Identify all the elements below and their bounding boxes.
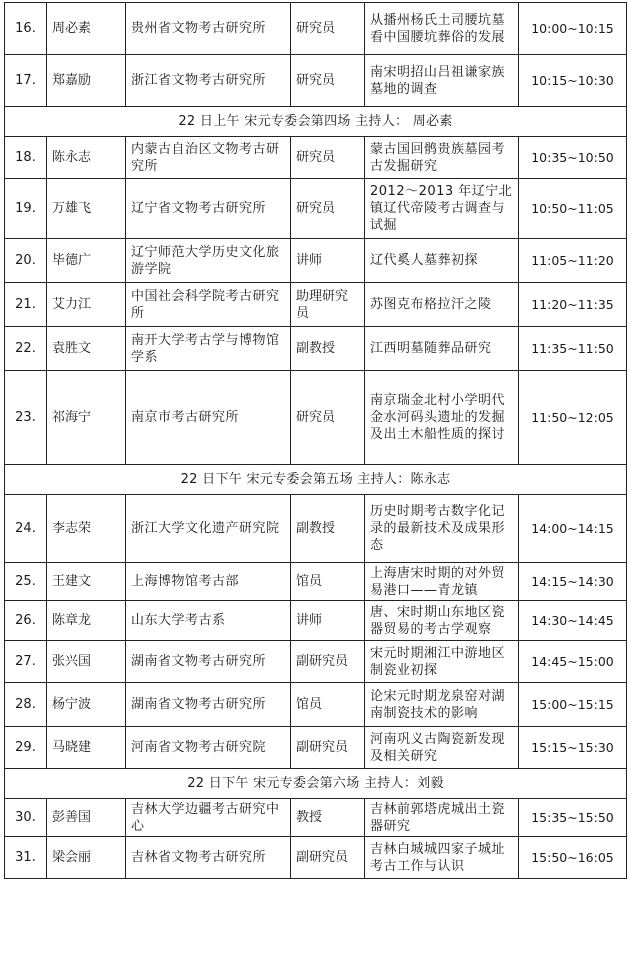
speaker-number: 23. [5, 371, 47, 465]
talk-topic: 上海唐宋时期的对外贸易港口——青龙镇 [365, 563, 519, 601]
speaker-name: 祁海宁 [47, 371, 126, 465]
speaker-number: 20. [5, 239, 47, 283]
speaker-title: 副研究员 [291, 727, 365, 769]
talk-topic: 吉林白城城四家子城址考古工作与认识 [365, 837, 519, 879]
speaker-number: 25. [5, 563, 47, 601]
talk-topic: 苏图克布格拉汗之陵 [365, 283, 519, 327]
speaker-row [5, 327, 627, 371]
talk-topic: 南京瑞金北村小学明代金水河码头遗址的发掘及出土木船性质的探讨 [365, 371, 519, 465]
talk-topic: 论宋元时期龙泉窑对湖南制瓷技术的影响 [365, 683, 519, 727]
speaker-name: 张兴国 [47, 641, 126, 683]
speaker-number: 18. [5, 137, 47, 179]
speaker-name: 艾力江 [47, 283, 126, 327]
speaker-institution: 山东大学考古系 [126, 601, 291, 641]
talk-topic: 江西明墓随葬品研究 [365, 327, 519, 371]
speaker-name: 袁胜文 [47, 327, 126, 371]
speaker-name: 郑嘉励 [47, 55, 126, 107]
speaker-number: 19. [5, 179, 47, 239]
talk-topic: 辽代奚人墓葬初探 [365, 239, 519, 283]
session-header-row [5, 465, 627, 495]
speaker-institution: 吉林大学边疆考古研究中心 [126, 799, 291, 837]
schedule-table [4, 2, 627, 879]
speaker-institution: 南京市考古研究所 [126, 371, 291, 465]
speaker-number: 30. [5, 799, 47, 837]
speaker-row [5, 563, 627, 601]
talk-topic: 从播州杨氏土司腰坑墓看中国腰坑葬俗的发展 [365, 3, 519, 55]
speaker-title: 研究员 [291, 179, 365, 239]
talk-time: 15:00~15:15 [519, 683, 627, 727]
speaker-number: 24. [5, 495, 47, 563]
speaker-number: 16. [5, 3, 47, 55]
talk-time: 11:50~12:05 [519, 371, 627, 465]
speaker-row [5, 601, 627, 641]
talk-time: 11:05~11:20 [519, 239, 627, 283]
speaker-institution: 内蒙古自治区文物考古研究所 [126, 137, 291, 179]
speaker-title: 副研究员 [291, 641, 365, 683]
speaker-institution: 吉林省文物考古研究所 [126, 837, 291, 879]
speaker-name: 杨宁波 [47, 683, 126, 727]
speaker-number: 27. [5, 641, 47, 683]
talk-topic: 宋元时期湘江中游地区制瓷业初探 [365, 641, 519, 683]
speaker-title: 研究员 [291, 55, 365, 107]
speaker-row [5, 683, 627, 727]
speaker-institution: 浙江大学文化遗产研究院 [126, 495, 291, 563]
session-header: 22 日上午 宋元专委会第四场 主持人： 周必素 [5, 107, 627, 137]
speaker-name: 李志荣 [47, 495, 126, 563]
speaker-institution: 湖南省文物考古研究所 [126, 641, 291, 683]
speaker-title: 副研究员 [291, 837, 365, 879]
speaker-name: 马晓建 [47, 727, 126, 769]
speaker-institution: 湖南省文物考古研究所 [126, 683, 291, 727]
speaker-title: 馆员 [291, 683, 365, 727]
speaker-number: 21. [5, 283, 47, 327]
speaker-title: 助理研究员 [291, 283, 365, 327]
speaker-row [5, 137, 627, 179]
talk-time: 10:50~11:05 [519, 179, 627, 239]
talk-time: 11:35~11:50 [519, 327, 627, 371]
speaker-title: 馆员 [291, 563, 365, 601]
talk-time: 10:15~10:30 [519, 55, 627, 107]
speaker-name: 彭善国 [47, 799, 126, 837]
speaker-institution: 贵州省文物考古研究所 [126, 3, 291, 55]
speaker-name: 毕德广 [47, 239, 126, 283]
speaker-number: 17. [5, 55, 47, 107]
talk-topic: 2012～2013 年辽宁北镇辽代帝陵考古调查与试掘 [365, 179, 519, 239]
speaker-row [5, 727, 627, 769]
talk-topic: 河南巩义古陶瓷新发现及相关研究 [365, 727, 519, 769]
speaker-title: 副教授 [291, 495, 365, 563]
speaker-institution: 中国社会科学院考古研究所 [126, 283, 291, 327]
speaker-institution: 南开大学考古学与博物馆学系 [126, 327, 291, 371]
speaker-name: 周必素 [47, 3, 126, 55]
talk-time: 10:00~10:15 [519, 3, 627, 55]
talk-time: 14:15~14:30 [519, 563, 627, 601]
speaker-row [5, 799, 627, 837]
speaker-row [5, 55, 627, 107]
schedule-body [5, 3, 627, 879]
talk-topic: 蒙古国回鹘贵族墓园考古发掘研究 [365, 137, 519, 179]
talk-time: 15:50~16:05 [519, 837, 627, 879]
speaker-title: 教授 [291, 799, 365, 837]
session-header-row [5, 107, 627, 137]
speaker-name: 陈章龙 [47, 601, 126, 641]
speaker-row [5, 179, 627, 239]
talk-topic: 唐、宋时期山东地区瓷器贸易的考古学观察 [365, 601, 519, 641]
session-header: 22 日下午 宋元专委会第六场 主持人：刘毅 [5, 769, 627, 799]
speaker-number: 28. [5, 683, 47, 727]
speaker-row [5, 371, 627, 465]
speaker-row [5, 837, 627, 879]
talk-topic: 南宋明招山吕祖谦家族墓地的调查 [365, 55, 519, 107]
talk-topic: 历史时期考古数字化记录的最新技术及成果形态 [365, 495, 519, 563]
speaker-title: 研究员 [291, 3, 365, 55]
speaker-number: 26. [5, 601, 47, 641]
speaker-name: 陈永志 [47, 137, 126, 179]
speaker-row [5, 239, 627, 283]
talk-time: 10:35~10:50 [519, 137, 627, 179]
talk-time: 14:30~14:45 [519, 601, 627, 641]
session-header-row [5, 769, 627, 799]
speaker-number: 31. [5, 837, 47, 879]
speaker-title: 研究员 [291, 137, 365, 179]
speaker-number: 29. [5, 727, 47, 769]
speaker-title: 讲师 [291, 239, 365, 283]
speaker-title: 研究员 [291, 371, 365, 465]
talk-time: 15:15~15:30 [519, 727, 627, 769]
speaker-title: 讲师 [291, 601, 365, 641]
speaker-institution: 浙江省文物考古研究所 [126, 55, 291, 107]
speaker-title: 副教授 [291, 327, 365, 371]
speaker-institution: 上海博物馆考古部 [126, 563, 291, 601]
speaker-row [5, 495, 627, 563]
speaker-name: 王建文 [47, 563, 126, 601]
talk-time: 15:35~15:50 [519, 799, 627, 837]
talk-time: 14:45~15:00 [519, 641, 627, 683]
talk-time: 11:20~11:35 [519, 283, 627, 327]
talk-topic: 吉林前郭塔虎城出土瓷器研究 [365, 799, 519, 837]
talk-time: 14:00~14:15 [519, 495, 627, 563]
speaker-institution: 辽宁师范大学历史文化旅游学院 [126, 239, 291, 283]
speaker-name: 梁会丽 [47, 837, 126, 879]
speaker-name: 万雄飞 [47, 179, 126, 239]
speaker-row [5, 283, 627, 327]
session-header: 22 日下午 宋元专委会第五场 主持人：陈永志 [5, 465, 627, 495]
speaker-row [5, 3, 627, 55]
speaker-row [5, 641, 627, 683]
speaker-institution: 辽宁省文物考古研究所 [126, 179, 291, 239]
speaker-institution: 河南省文物考古研究院 [126, 727, 291, 769]
speaker-number: 22. [5, 327, 47, 371]
